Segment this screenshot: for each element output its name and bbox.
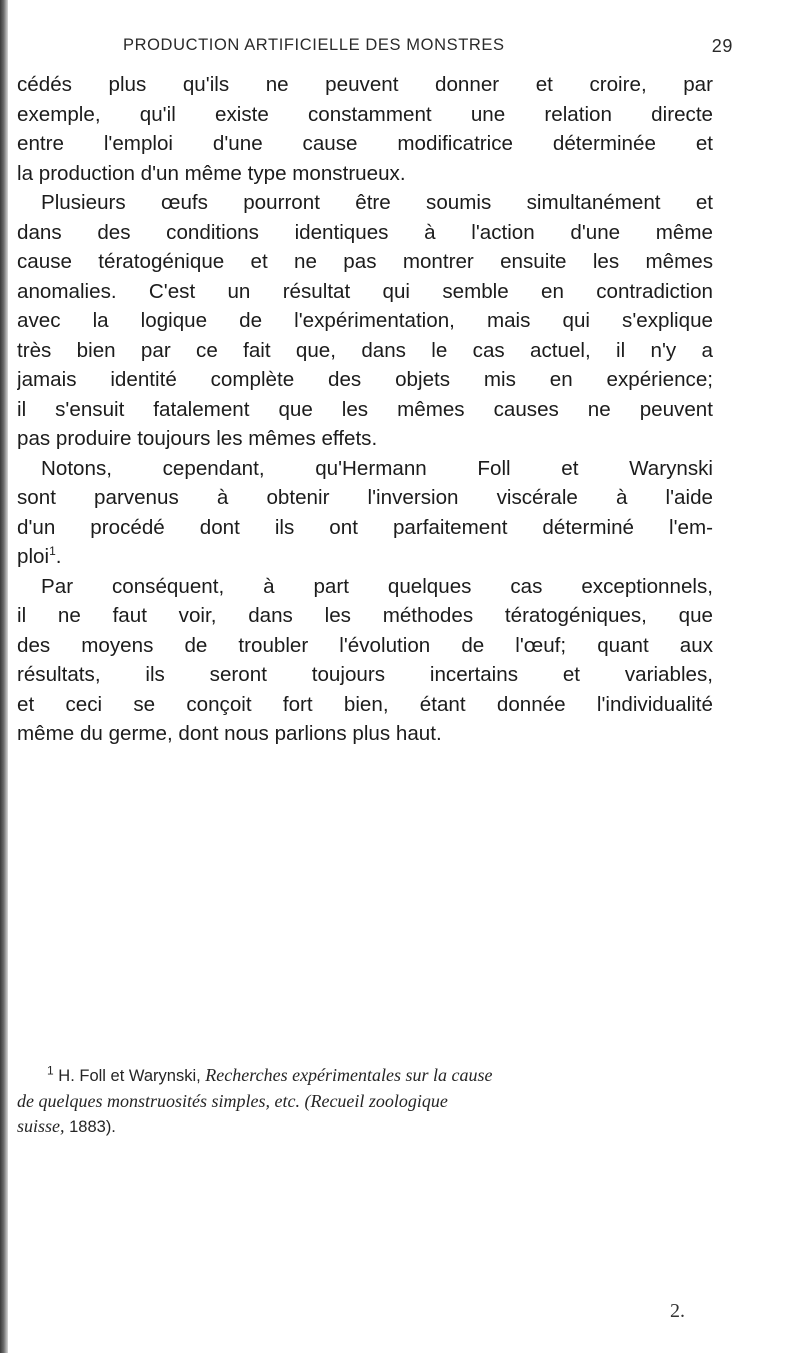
text-line: Plusieurs œufs pourront être soumis simultanément et	[41, 191, 713, 214]
text-line: d'un procédé dont ils ont parfaitement déterminé l'em-	[17, 515, 713, 539]
text-line: jamais identité complète des objets mis en expérience;	[17, 368, 713, 391]
footnote-line: de quelques monstruosités simples, etc. (Recueil zoologique	[17, 1091, 448, 1111]
signature-mark: 2.	[670, 1300, 685, 1322]
footnote-title: Recherches expérimentales sur la cause	[205, 1065, 493, 1085]
text-line: il s'ensuit fatalement que les mêmes causes ne peuvent	[17, 397, 713, 421]
text-line: cause tératogénique et ne pas montrer ensuite les mêmes	[17, 250, 713, 273]
text-line: très bien par ce fait que, dans le cas actuel, il n'y a	[17, 338, 713, 362]
text-line: même du germe, dont nous parlions plus haut.	[17, 722, 442, 745]
footnote	[17, 1063, 713, 1140]
text-line: et ceci se conçoit fort bien, étant donnée l'individualité	[17, 692, 713, 716]
footnote-marker: 1	[47, 1063, 54, 1078]
footnote-line	[17, 1063, 713, 1089]
footnote-year: 1883).	[69, 1118, 116, 1136]
footnote-authors: H. Foll et Warynski,	[58, 1067, 201, 1085]
text-line: Notons, cependant, qu'Hermann Foll et Warynski	[41, 456, 713, 480]
text-fragment: ploi	[17, 545, 50, 568]
text-line: cédés plus qu'ils ne peuvent donner et croire, par	[17, 73, 713, 96]
text-line: dans des conditions identiques à l'action d'une même	[17, 220, 713, 244]
text-line: il ne faut voir, dans les méthodes tératogéniques, que	[17, 604, 713, 627]
text-line: pas produire toujours les mêmes effets.	[17, 427, 378, 450]
text-line: avec la logique de l'expérimentation, mais qui s'explique	[17, 309, 713, 332]
text-line: Par conséquent, à part quelques cas exceptionnels,	[41, 574, 713, 598]
running-header	[123, 36, 733, 60]
text-line: exemple, qu'il existe constamment une relation directe	[17, 102, 713, 126]
binding-shadow	[0, 0, 8, 1353]
page-number: 29	[711, 36, 733, 56]
text-line: sont parvenus à obtenir l'inversion viscérale à l'aide	[17, 486, 713, 509]
text-line: des moyens de troubler l'évolution de l'œuf; quant aux	[17, 633, 713, 657]
text-line: résultats, ils seront toujours incertains et variables,	[17, 663, 713, 686]
text-line: entre l'emploi d'une cause modificatrice déterminée et	[17, 132, 713, 155]
footnote-line	[17, 1114, 713, 1140]
text-line: la production d'un même type monstrueux.	[17, 161, 406, 185]
footnote-ref: 1	[49, 544, 56, 559]
footnote-title-end: suisse,	[17, 1116, 65, 1136]
text-line: anomalies. C'est un résultat qui semble en contradiction	[17, 279, 713, 303]
running-title: PRODUCTION ARTIFICIELLE DES MONSTRES	[123, 36, 505, 54]
body-text	[17, 70, 713, 749]
text-line-with-note: ploi$^1$.	[17, 544, 62, 568]
